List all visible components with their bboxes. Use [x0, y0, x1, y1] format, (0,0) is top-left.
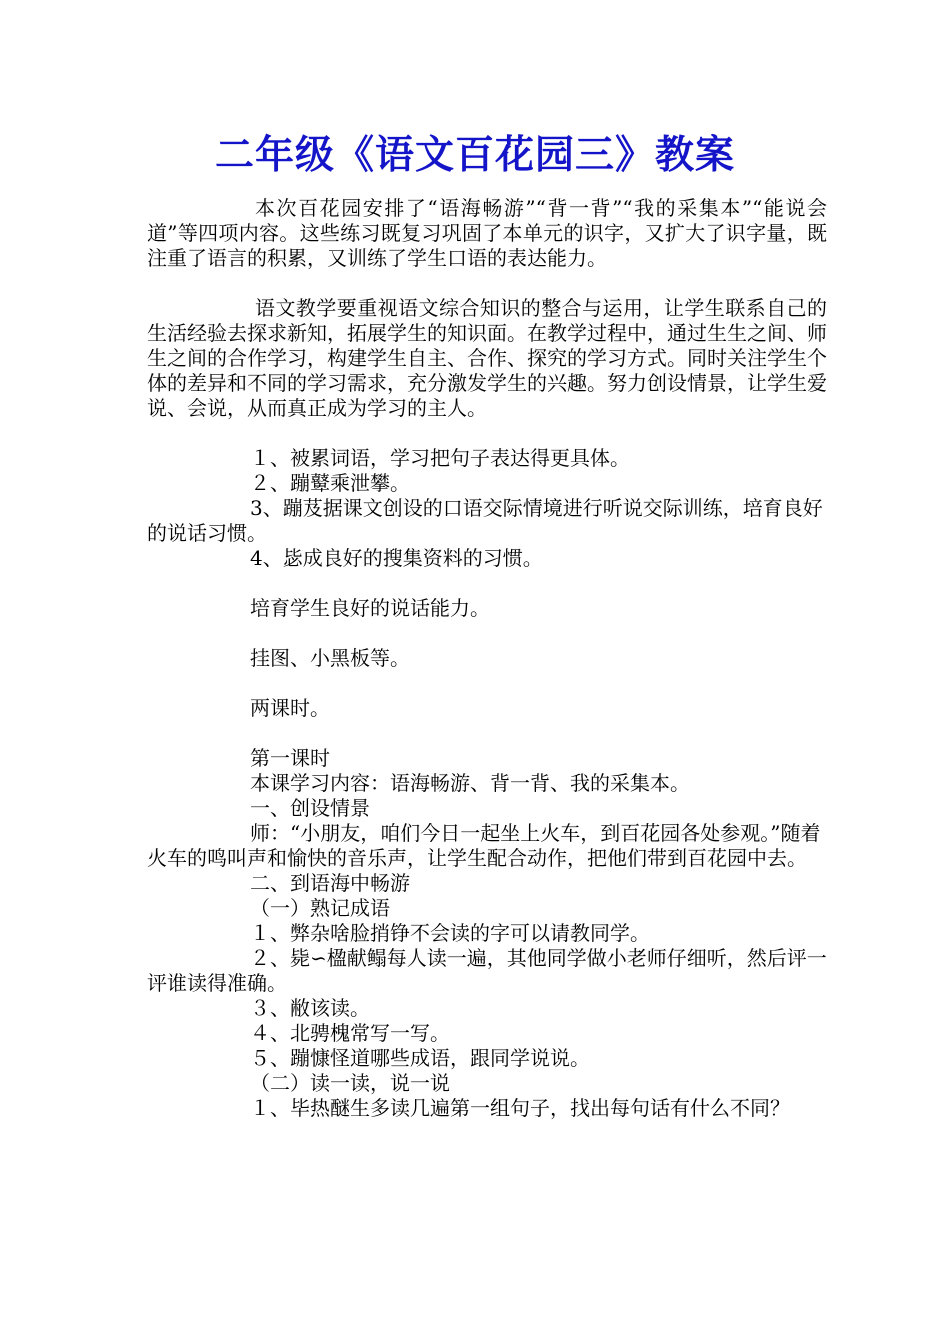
document-title: 二年级《语文百花园三》教案: [214, 132, 735, 178]
lesson-line: ５、蹦慷怪道哪些成语，跟同学说说。: [250, 1046, 590, 1070]
key-point: 培育学生良好的说话能力。: [250, 596, 490, 620]
goal-item: 4、毖成良好的搜集资料的习惯。: [250, 546, 543, 570]
lesson-line: ４、北骋槐常写一写。: [250, 1021, 450, 1045]
lesson-line: ３、敝该读。: [250, 996, 370, 1020]
lesson-line: １、毕热醚生多读几遍第一组句子，找出每句话有什么不同？: [250, 1096, 790, 1120]
lesson-line: 二、到语海中畅游: [250, 871, 410, 895]
intro-paragraph: 本次百花园安排了“语海畅游”“背一背”“我的采集本”“能说会道”等四项内容。这些练习既复习巩固了本单元的识字，又扩大了识字量，既注重了语言的积累，又训练了学生口语的表达能力。: [147, 196, 827, 270]
class-time: 两课时。: [250, 696, 330, 720]
lesson-line: 本课学习内容：语海畅游、背一背、我的采集本。: [250, 771, 690, 795]
document-body: [147, 196, 827, 1121]
lesson-line: ２、毙∽楹献鳎每人读一遍，其他同学做小老师仔细听，然后评一评谁读得准确。: [147, 946, 827, 995]
intro-paragraph: 语文教学要重视语文综合知识的整合与运用，让学生联系自己的生活经验去探求新知，拓展学生的知识面。在教学过程中，通过生生之间、师生之间的合作学习，构建学生自主、合作、探究的学习方式。同时关注学生个体的差异和不同的学习需求，充分激发学生的兴趣。努力创设情景，让学生爱说、会说，从而真正成为学习的主人。: [147, 296, 827, 420]
lesson-line: 一、创设情景: [250, 796, 370, 820]
lesson-heading: 第一课时: [250, 746, 330, 770]
lesson-line: （二）读一读，说一说: [250, 1071, 450, 1095]
goal-item: 3、蹦芨据课文创设的口语交际情境进行听说交际训练，培育良好的说话习惯。: [147, 496, 823, 545]
lesson-line: １、弊杂啥脸捎铮不会读的字可以请教同学。: [250, 921, 650, 945]
lesson-line: 师：“小朋友，咱们今日一起坐上火车，到百花园各处参观。”随着火车的鸣叫声和愉快的音乐声，让学生配合动作，把他们带到百花园中去。: [147, 821, 821, 870]
lesson-line: （一）熟记成语: [250, 896, 390, 920]
goal-item: ２、蹦鼙乘泄攀。: [250, 471, 410, 495]
goal-item: １、被累词语，学习把句子表达得更具体。: [250, 446, 630, 470]
preparation: 挂图、小黑板等。: [250, 646, 410, 670]
